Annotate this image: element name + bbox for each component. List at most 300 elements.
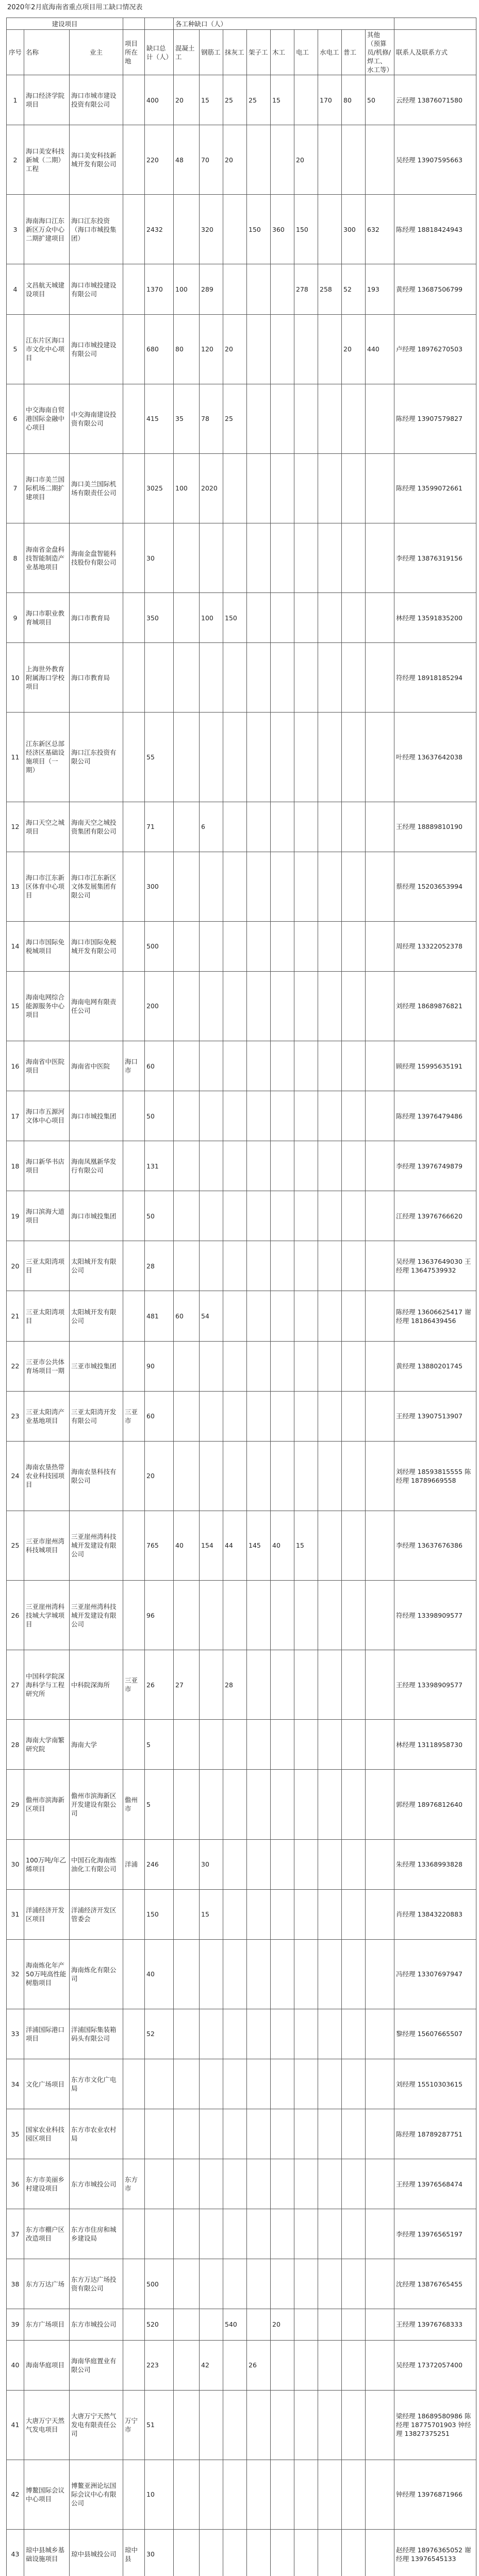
row-plumber	[318, 1650, 342, 1720]
row-name: 琼中县城乡基础设施项目	[24, 2529, 70, 2576]
row-plaster	[223, 1241, 247, 1291]
row-plaster	[223, 802, 247, 852]
row-seq: 21	[7, 1291, 24, 1341]
row-owner: 洋浦国际集装箱码头有限公司	[70, 2009, 123, 2059]
row-rebar: 54	[200, 1291, 223, 1341]
row-seq: 36	[7, 2159, 24, 2209]
table-row	[7, 314, 476, 384]
row-scaffold	[247, 1839, 271, 1889]
row-owner: 海口美安科技新城开发有限公司	[70, 125, 123, 195]
row-contact: 肖经理 13843220883	[394, 1889, 476, 1939]
row-gap-total: 71	[145, 802, 174, 852]
row-location	[123, 921, 145, 971]
table-row	[7, 453, 476, 523]
table-row	[7, 643, 476, 713]
row-rebar	[200, 971, 223, 1041]
row-rebar	[200, 1939, 223, 2009]
row-contact: 李经理 13976749879	[394, 1141, 476, 1191]
table-row	[7, 1650, 476, 1720]
row-laborer	[342, 2009, 366, 2059]
row-location	[123, 643, 145, 713]
row-rebar: 70	[200, 125, 223, 195]
row-electrician	[294, 971, 318, 1041]
row-plaster	[223, 971, 247, 1041]
row-contact: 叶经理 13637642038	[394, 713, 476, 802]
row-plaster: 44	[223, 1511, 247, 1580]
row-seq: 11	[7, 713, 24, 802]
row-laborer	[342, 802, 366, 852]
row-plaster	[223, 1291, 247, 1341]
row-plaster	[223, 453, 247, 523]
row-seq: 8	[7, 523, 24, 593]
row-name: 海南大学南繁研究院	[24, 1720, 70, 1770]
row-rebar	[200, 713, 223, 802]
row-location	[123, 2460, 145, 2529]
row-electrician	[294, 1441, 318, 1511]
row-seq: 14	[7, 921, 24, 971]
header-col-plaster: 抹灰工	[223, 30, 247, 75]
row-other	[366, 2109, 394, 2159]
row-concrete: 20	[174, 75, 200, 125]
row-owner: 中交海南建设投资有限公司	[70, 384, 123, 453]
row-electrician	[294, 1141, 318, 1191]
table-row	[7, 125, 476, 195]
row-owner: 太阳城开发有限公司	[70, 1241, 123, 1291]
row-name: 海口经济学院项目	[24, 75, 70, 125]
row-owner: 海南金盘智能科技股份有限公司	[70, 523, 123, 593]
row-electrician	[294, 2209, 318, 2259]
row-plumber	[318, 195, 342, 264]
table-row	[7, 75, 476, 125]
row-plaster	[223, 1391, 247, 1441]
row-other	[366, 1241, 394, 1291]
row-scaffold	[247, 1650, 271, 1720]
row-plumber	[318, 1770, 342, 1839]
row-seq: 12	[7, 802, 24, 852]
row-gap-total: 5	[145, 1770, 174, 1839]
row-seq: 6	[7, 384, 24, 453]
row-scaffold	[247, 802, 271, 852]
row-plaster	[223, 2390, 247, 2460]
row-rebar	[200, 2009, 223, 2059]
row-location: 儋州市	[123, 1770, 145, 1839]
row-other	[366, 2390, 394, 2460]
row-scaffold	[247, 314, 271, 384]
row-gap-total: 520	[145, 2309, 174, 2340]
row-seq: 30	[7, 1839, 24, 1889]
row-carpenter	[271, 2209, 294, 2259]
row-plumber	[318, 2309, 342, 2340]
row-carpenter: 40	[271, 1511, 294, 1580]
row-rebar: 289	[200, 264, 223, 314]
row-electrician	[294, 1341, 318, 1391]
row-location	[123, 1939, 145, 2009]
row-scaffold	[247, 2460, 271, 2529]
row-location	[123, 1191, 145, 1241]
row-laborer	[342, 453, 366, 523]
row-gap-total: 223	[145, 2340, 174, 2390]
row-other	[366, 1939, 394, 2009]
row-laborer	[342, 852, 366, 921]
row-name: 海南海口江东新区万众中心二期扩建项目	[24, 195, 70, 264]
row-seq: 2	[7, 125, 24, 195]
row-carpenter	[271, 852, 294, 921]
row-other	[366, 2259, 394, 2309]
row-location	[123, 1141, 145, 1191]
row-rebar	[200, 852, 223, 921]
row-plumber	[318, 1720, 342, 1770]
row-carpenter	[271, 1441, 294, 1511]
row-location	[123, 2309, 145, 2340]
header-col-electrician: 电工	[294, 30, 318, 75]
row-plaster	[223, 2259, 247, 2309]
row-location	[123, 314, 145, 384]
row-plumber	[318, 1441, 342, 1511]
row-electrician	[294, 2460, 318, 2529]
row-other	[366, 2529, 394, 2576]
row-laborer	[342, 1650, 366, 1720]
row-concrete	[174, 2059, 200, 2109]
row-rebar: 154	[200, 1511, 223, 1580]
row-location: 万宁市	[123, 2390, 145, 2460]
row-scaffold	[247, 1889, 271, 1939]
row-rebar	[200, 2109, 223, 2159]
header-seq: 序号	[7, 30, 24, 75]
row-location: 海口市	[123, 1041, 145, 1091]
row-seq: 19	[7, 1191, 24, 1241]
row-gap-total: 680	[145, 314, 174, 384]
row-gap-total: 10	[145, 2460, 174, 2529]
row-gap-total: 350	[145, 593, 174, 643]
row-carpenter	[271, 1939, 294, 2009]
row-concrete	[174, 1770, 200, 1839]
row-owner: 海南大学	[70, 1720, 123, 1770]
row-seq: 29	[7, 1770, 24, 1839]
row-other	[366, 1581, 394, 1650]
row-rebar	[200, 1091, 223, 1141]
row-seq: 41	[7, 2390, 24, 2460]
row-concrete: 40	[174, 1511, 200, 1580]
row-seq: 24	[7, 1441, 24, 1511]
row-location	[123, 384, 145, 453]
row-other	[366, 1889, 394, 1939]
row-electrician	[294, 2109, 318, 2159]
row-seq: 43	[7, 2529, 24, 2576]
row-rebar	[200, 1391, 223, 1441]
row-other	[366, 1839, 394, 1889]
row-contact: 吴经理 13637649030 王经理 13647539932	[394, 1241, 476, 1291]
row-carpenter	[271, 2109, 294, 2159]
row-gap-total: 90	[145, 1341, 174, 1391]
row-plaster	[223, 1041, 247, 1091]
row-seq: 33	[7, 2009, 24, 2059]
row-location: 三亚市	[123, 1391, 145, 1441]
row-contact: 林经理 13118958730	[394, 1720, 476, 1770]
row-concrete	[174, 1441, 200, 1511]
row-contact: 郭经理 18976812640	[394, 1770, 476, 1839]
row-plumber	[318, 1511, 342, 1580]
row-name: 东方万达广场	[24, 2259, 70, 2309]
row-plumber	[318, 2340, 342, 2390]
row-contact: 刘经理 18593815555 陈经理 18789669558	[394, 1441, 476, 1511]
row-name: 海南省金盘科技智能制造产业基地项目	[24, 523, 70, 593]
row-carpenter	[271, 593, 294, 643]
row-owner: 海口市城投建设有限公司	[70, 264, 123, 314]
row-gap-total: 150	[145, 1889, 174, 1939]
row-name: 海口滨海大道项目	[24, 1191, 70, 1241]
header-demand-group: 各工种缺口（人）	[174, 18, 394, 30]
row-name: 海口新华书店项目	[24, 1141, 70, 1191]
row-rebar: 100	[200, 593, 223, 643]
row-gap-total: 2432	[145, 195, 174, 264]
row-carpenter	[271, 2159, 294, 2209]
header-col-concrete: 混凝土工	[174, 30, 200, 75]
row-rebar: 15	[200, 75, 223, 125]
row-carpenter: 20	[271, 2309, 294, 2340]
row-scaffold	[247, 1939, 271, 2009]
row-gap-total: 500	[145, 921, 174, 971]
row-rebar: 78	[200, 384, 223, 453]
row-concrete: 100	[174, 453, 200, 523]
row-contact: 李经理 13876319156	[394, 523, 476, 593]
row-laborer	[342, 2159, 366, 2209]
row-seq: 9	[7, 593, 24, 643]
row-other	[366, 125, 394, 195]
row-contact: 黎经理 15607665507	[394, 2009, 476, 2059]
row-name: 海南炼化年产50万吨高性能树脂项目	[24, 1939, 70, 2009]
row-concrete: 48	[174, 125, 200, 195]
row-gap-total	[145, 2209, 174, 2259]
row-gap-total: 500	[145, 2259, 174, 2309]
row-concrete	[174, 1091, 200, 1141]
table-row	[7, 1241, 476, 1291]
row-laborer	[342, 1939, 366, 2009]
row-gap-total: 415	[145, 384, 174, 453]
row-name: 江东片区海口市文化中心项目	[24, 314, 70, 384]
row-name: 海口市美兰国际机场二期扩建项目	[24, 453, 70, 523]
row-concrete	[174, 1581, 200, 1650]
row-electrician	[294, 2340, 318, 2390]
row-location: 东方市	[123, 2159, 145, 2209]
row-carpenter	[271, 1720, 294, 1770]
row-seq: 27	[7, 1650, 24, 1720]
row-plaster	[223, 921, 247, 971]
row-gap-total: 55	[145, 713, 174, 802]
row-carpenter	[271, 523, 294, 593]
row-concrete	[174, 2309, 200, 2340]
row-contact: 顾经理 15995635191	[394, 1041, 476, 1091]
table-row	[7, 523, 476, 593]
row-scaffold	[247, 852, 271, 921]
row-location: 琼中县	[123, 2529, 145, 2576]
row-carpenter	[271, 643, 294, 713]
row-seq: 1	[7, 75, 24, 125]
row-gap-total	[145, 643, 174, 713]
row-location	[123, 453, 145, 523]
row-plumber	[318, 314, 342, 384]
row-rebar	[200, 643, 223, 713]
row-contact: 冯经理 13307697947	[394, 1939, 476, 2009]
page-title: 2020年2月底海南省重点项目用工缺口情况表	[7, 4, 143, 11]
row-plaster	[223, 1341, 247, 1391]
row-contact: 刘经理 15510303615	[394, 2059, 476, 2109]
row-owner: 海口市教育局	[70, 593, 123, 643]
row-gap-total: 40	[145, 1939, 174, 2009]
row-contact: 刘经理 18689876821	[394, 971, 476, 1041]
row-concrete	[174, 1141, 200, 1191]
table-row	[7, 384, 476, 453]
row-plumber	[318, 1391, 342, 1441]
row-seq: 32	[7, 1939, 24, 2009]
row-owner: 三亚崖州湾科技城开发建设有限公司	[70, 1581, 123, 1650]
row-rebar	[200, 2059, 223, 2109]
row-carpenter	[271, 1291, 294, 1341]
row-concrete	[174, 1191, 200, 1241]
row-contact: 王经理 18889810190	[394, 802, 476, 852]
row-scaffold	[247, 2109, 271, 2159]
row-location	[123, 2340, 145, 2390]
row-owner: 大唐万宁天然气发电有限责任公司	[70, 2390, 123, 2460]
row-plumber	[318, 384, 342, 453]
row-carpenter	[271, 1341, 294, 1391]
row-laborer	[342, 1241, 366, 1291]
row-location	[123, 1511, 145, 1580]
row-owner: 中科院深海所	[70, 1650, 123, 1720]
row-location: 三亚市	[123, 1650, 145, 1720]
row-carpenter	[271, 453, 294, 523]
row-carpenter	[271, 1141, 294, 1191]
row-scaffold	[247, 643, 271, 713]
row-carpenter	[271, 1581, 294, 1650]
row-concrete: 27	[174, 1650, 200, 1720]
row-plaster	[223, 523, 247, 593]
table-row	[7, 2209, 476, 2259]
row-plaster: 28	[223, 1650, 247, 1720]
row-contact: 赵经理 18976365052 谢经理 13976545133	[394, 2529, 476, 2576]
row-concrete	[174, 1241, 200, 1291]
table-row	[7, 195, 476, 264]
row-scaffold	[247, 1241, 271, 1291]
row-owner: 三亚市城投集团	[70, 1341, 123, 1391]
row-rebar	[200, 523, 223, 593]
row-scaffold	[247, 593, 271, 643]
row-rebar	[200, 2259, 223, 2309]
row-location	[123, 1581, 145, 1650]
row-gap-total: 5	[145, 1720, 174, 1770]
row-carpenter	[271, 2390, 294, 2460]
row-name: 三亚崖州湾科技城大学城项目	[24, 1581, 70, 1650]
data-table	[6, 18, 476, 2576]
row-seq: 20	[7, 1241, 24, 1291]
row-gap-total: 3025	[145, 453, 174, 523]
row-laborer	[342, 2340, 366, 2390]
row-owner: 海口市城市建设投资有限公司	[70, 75, 123, 125]
row-owner: 海口市教育局	[70, 643, 123, 713]
row-laborer	[342, 1341, 366, 1391]
table-row	[7, 593, 476, 643]
row-other	[366, 1441, 394, 1511]
row-name: 东方市美丽乡村建设项目	[24, 2159, 70, 2209]
row-contact: 陈经理 13599072661	[394, 453, 476, 523]
row-contact: 朱经理 13368993828	[394, 1839, 476, 1889]
row-gap-total: 60	[145, 1041, 174, 1091]
row-laborer	[342, 2209, 366, 2259]
row-contact: 林经理 13591835200	[394, 593, 476, 643]
row-owner: 三亚崖州湾科技城开发建设有限公司	[70, 1511, 123, 1580]
row-concrete	[174, 2109, 200, 2159]
row-carpenter	[271, 1241, 294, 1291]
row-rebar	[200, 1650, 223, 1720]
row-plumber	[318, 2109, 342, 2159]
row-contact: 蔡经理 15203653994	[394, 852, 476, 921]
row-plaster	[223, 1191, 247, 1241]
row-scaffold: 26	[247, 2340, 271, 2390]
table-row	[7, 2109, 476, 2159]
row-plaster	[223, 195, 247, 264]
row-gap-total: 765	[145, 1511, 174, 1580]
row-laborer	[342, 2259, 366, 2309]
row-gap-total: 52	[145, 2009, 174, 2059]
row-electrician	[294, 1720, 318, 1770]
table-row	[7, 802, 476, 852]
row-electrician	[294, 1241, 318, 1291]
row-gap-total: 26	[145, 1650, 174, 1720]
row-laborer: 52	[342, 264, 366, 314]
row-contact: 黄经理 13687506799	[394, 264, 476, 314]
row-plaster	[223, 1770, 247, 1839]
row-rebar	[200, 2390, 223, 2460]
row-seq: 5	[7, 314, 24, 384]
row-scaffold	[247, 384, 271, 453]
row-concrete	[174, 2209, 200, 2259]
row-contact: 沈经理 13876765455	[394, 2259, 476, 2309]
row-name: 100万吨/年乙烯项目	[24, 1839, 70, 1889]
row-name: 文化广场项目	[24, 2059, 70, 2109]
row-carpenter	[271, 1839, 294, 1889]
row-plumber	[318, 852, 342, 921]
row-concrete: 35	[174, 384, 200, 453]
row-plumber: 258	[318, 264, 342, 314]
row-plaster: 150	[223, 593, 247, 643]
row-contact: 符经理 13398909577	[394, 1581, 476, 1650]
row-rebar: 30	[200, 1839, 223, 1889]
row-name: 三亚太阳湾产业基地项目	[24, 1391, 70, 1441]
row-concrete	[174, 1341, 200, 1391]
row-name: 博鳌国际会议中心项目	[24, 2460, 70, 2529]
row-plaster	[223, 2529, 247, 2576]
row-plaster: 20	[223, 125, 247, 195]
row-plumber	[318, 1091, 342, 1141]
row-location	[123, 2259, 145, 2309]
row-name: 儋州市滨海新区项目	[24, 1770, 70, 1839]
row-plaster	[223, 713, 247, 802]
row-contact: 卢经理 18976270503	[394, 314, 476, 384]
row-carpenter	[271, 1889, 294, 1939]
row-scaffold	[247, 1341, 271, 1391]
row-other	[366, 1391, 394, 1441]
row-laborer	[342, 1839, 366, 1889]
row-carpenter	[271, 1191, 294, 1241]
row-plaster	[223, 2340, 247, 2390]
row-seq: 37	[7, 2209, 24, 2259]
row-other	[366, 643, 394, 713]
row-plumber	[318, 1839, 342, 1889]
row-scaffold	[247, 921, 271, 971]
row-contact: 李经理 13637676386	[394, 1511, 476, 1580]
row-name: 海口市五源河文体中心项目	[24, 1091, 70, 1141]
table-row	[7, 1720, 476, 1770]
row-plaster	[223, 2109, 247, 2159]
